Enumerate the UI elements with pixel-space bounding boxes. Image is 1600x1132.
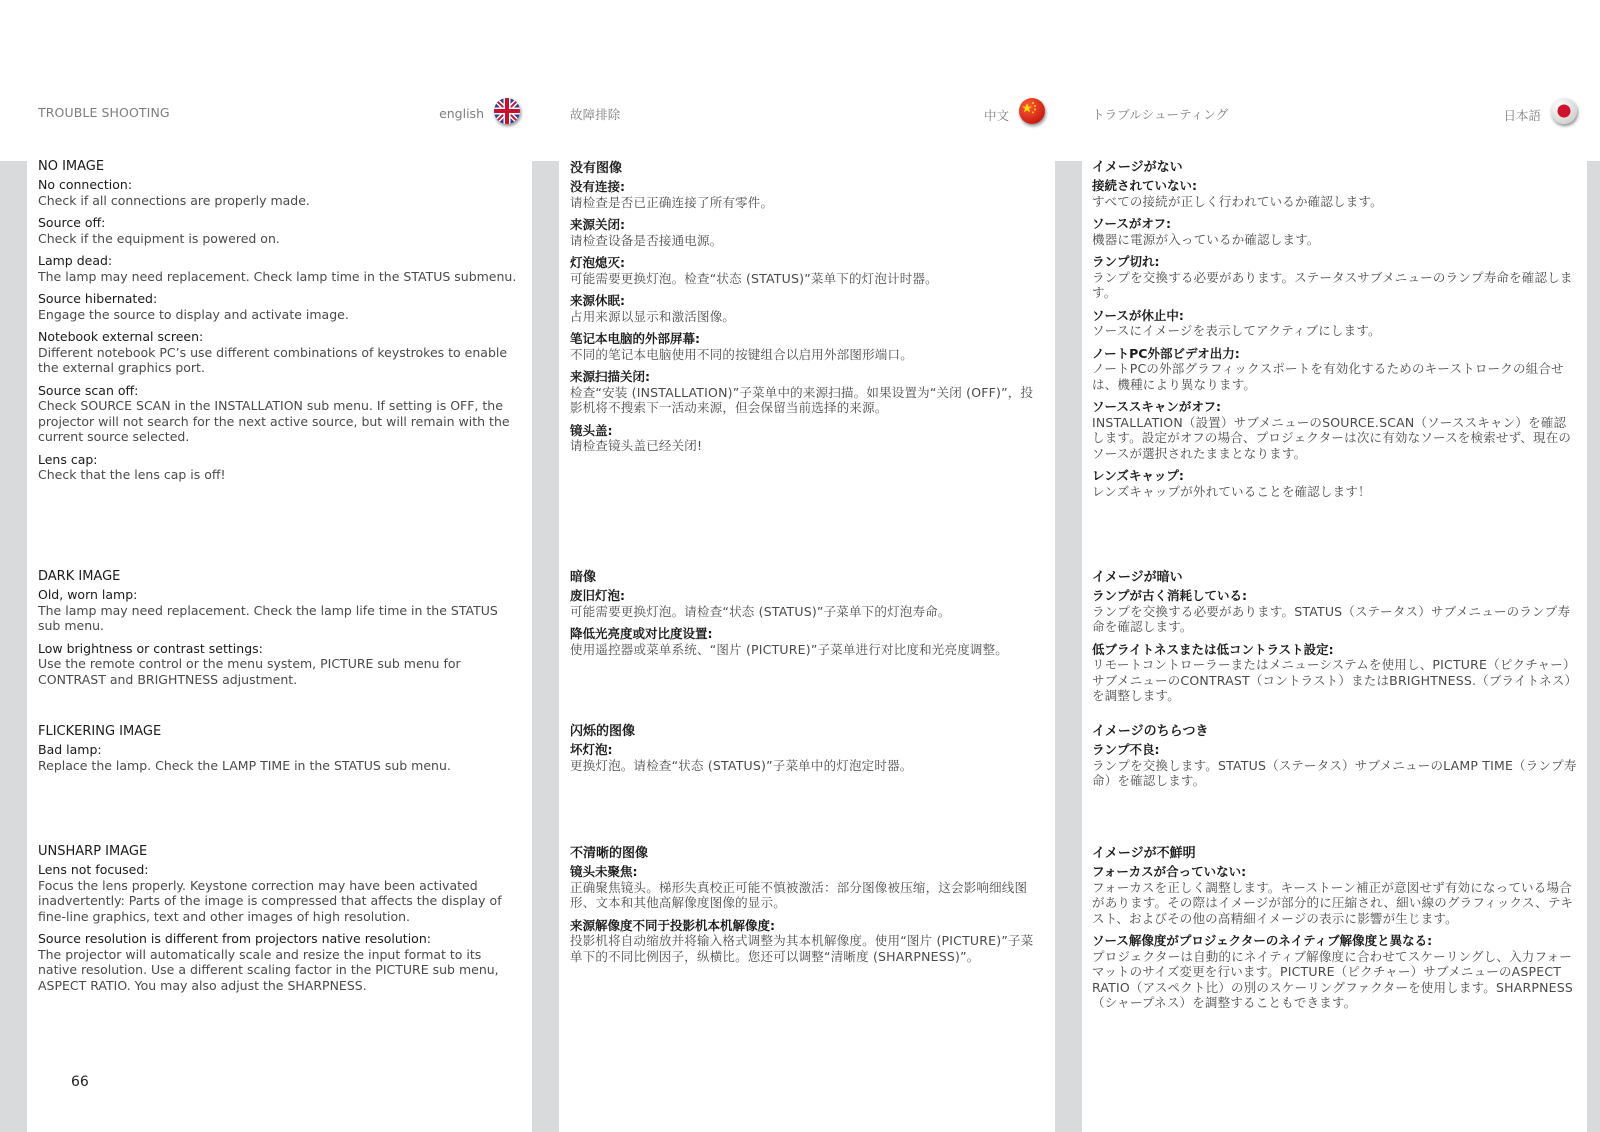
item-heading: No connection: <box>38 177 133 192</box>
item-text: Use the remote control or the menu system, PICTURE sub menu for CONTRAST and BRIGHTNESS adjustment. <box>38 656 461 687</box>
language-label: 中文 <box>983 108 1009 123</box>
item-heading: Source scan off: <box>38 382 139 398</box>
header-title: トラブルシューティング <box>1092 107 1229 122</box>
header-title: TROUBLE SHOOTING <box>38 105 170 120</box>
uk-flag-icon <box>494 98 520 124</box>
item-text: Check if all connections are properly made. <box>38 192 310 208</box>
list-item <box>38 452 520 483</box>
item-heading: 灯泡熄灭: <box>570 255 625 270</box>
item-text: 投影机将自动缩放并将输入格式调整为其本机解像度。使用“图片 (PICTURE)”子菜单下的不同比例因子，纵横比。您还可以调整“清晰度 (SHARPNESS)”。 <box>570 933 1034 964</box>
gutter-strip <box>0 161 27 1132</box>
japan-flag-icon <box>1551 98 1577 124</box>
section-title: NO IMAGE <box>38 159 105 174</box>
section-dark-image <box>1092 569 1577 711</box>
item-heading: ランプ不良: <box>1092 742 1160 757</box>
item-heading: 笔记本电脑的外部屏幕: <box>570 331 700 346</box>
section-title: イメージがない <box>1092 160 1183 175</box>
item-heading: 降低光亮度或对比度设置: <box>570 626 713 641</box>
item-heading: 坏灯泡: <box>570 742 613 757</box>
column-japanese <box>1092 0 1577 1132</box>
item-heading: ノートPC外部ビデオ出力: <box>1092 345 1240 361</box>
item-text: リモートコントローラーまたはメニューシステムを使用し、PICTURE（ピクチャー）サブメニューのCONTRAST（コントラスト）またはBRIGHTNESS.（ブライトネス）を調整します。 <box>1092 657 1576 703</box>
section-unsharp-image <box>1092 845 1577 1018</box>
language-label: 日本語 <box>1503 108 1541 123</box>
list-item <box>1092 346 1577 393</box>
item-text: ランプを交換する必要があります。ステータスサブメニューのランプ寿命を確認します。 <box>1092 269 1573 300</box>
item-text: ノートPCの外部グラフィックスポートを有効化するためのキーストロークの組合せは、機種により異なります。 <box>1092 361 1564 392</box>
item-heading: 来源休眠: <box>570 293 625 308</box>
item-heading: Source off: <box>38 215 106 230</box>
section-title: 暗像 <box>570 570 597 585</box>
section-flickering-image <box>570 723 1045 780</box>
item-text: 可能需要更换灯泡。请检查“状态 (STATUS)”子菜单下的灯泡寿命。 <box>570 603 951 619</box>
item-text: ソースにイメージを表示してアクティブにします。 <box>1092 323 1381 338</box>
section-title: DARK IMAGE <box>38 569 121 584</box>
item-text: The lamp may need replacement. Check the lamp life time in the STATUS sub menu. <box>38 602 498 633</box>
item-heading: Bad lamp: <box>38 742 102 757</box>
section-title: 没有图像 <box>570 161 623 176</box>
list-item <box>570 864 1045 911</box>
item-text: 请检查设备是否接通电源。 <box>570 232 723 248</box>
item-text: ランプを交換する必要があります。STATUS（ステータス）サブメニューのランプ寿命を確認します。 <box>1092 603 1571 634</box>
list-item <box>1092 933 1577 1011</box>
list-item <box>1092 468 1577 499</box>
list-item <box>570 742 1045 773</box>
gutter-strip <box>1587 161 1600 1132</box>
item-heading: Notebook external screen: <box>38 329 204 344</box>
list-item <box>1092 864 1577 926</box>
item-heading: Lens not focused: <box>38 862 149 877</box>
list-item <box>38 862 520 924</box>
list-item <box>570 331 1045 362</box>
list-item <box>38 383 520 445</box>
item-heading: 来源解像度不同于投影机本机解像度: <box>570 917 775 933</box>
list-item <box>38 291 520 322</box>
item-text: 占用来源以显示和激活图像。 <box>570 308 736 324</box>
item-heading: 镜头未聚焦: <box>570 864 638 879</box>
item-heading: ランプが古く消耗している: <box>1092 588 1247 603</box>
section-no-image <box>38 158 520 490</box>
item-text: The projector will automatically scale and resize the input format to its native resolution. Use a different scaling factor in the PICTURE sub menu, ASPECT RATIO. You may also adjust the SHARPNESS. <box>38 946 499 993</box>
gutter-strip <box>1055 161 1082 1132</box>
item-heading: 接続されていない: <box>1092 178 1197 193</box>
list-item <box>38 641 520 688</box>
column-chinese <box>570 0 1045 1132</box>
list-item <box>1092 216 1577 247</box>
list-item <box>570 179 1045 210</box>
item-text: 可能需要更换灯泡。检查“状态 (STATUS)”菜单下的灯泡计时器。 <box>570 270 938 286</box>
section-unsharp-image <box>38 843 520 1000</box>
gutter-strip <box>532 161 559 1132</box>
item-heading: Source hibernated: <box>38 291 158 306</box>
item-heading: 没有连接: <box>570 179 625 194</box>
item-heading: レンズキャップ: <box>1092 468 1184 483</box>
item-text: 使用遥控器或菜单系统、“图片 (PICTURE)”子菜单进行对比度和光亮度调整。 <box>570 641 1008 657</box>
item-heading: フォーカスが合っていない: <box>1092 864 1247 879</box>
list-item <box>1092 642 1577 704</box>
list-item <box>1092 308 1577 339</box>
item-heading: 镜头盖: <box>570 422 613 438</box>
list-item <box>570 293 1045 324</box>
list-item <box>570 217 1045 248</box>
list-item <box>570 423 1045 454</box>
item-heading: ソースがオフ: <box>1092 216 1171 231</box>
item-heading: 低ブライトネスまたは低コントラスト設定: <box>1092 641 1334 657</box>
item-text: 请检查是否已正确连接了所有零件。 <box>570 194 774 210</box>
item-text: 更换灯泡。请检查“状态 (STATUS)”子菜单中的灯泡定时器。 <box>570 757 913 773</box>
item-heading: 来源关闭: <box>570 217 625 232</box>
list-item <box>1092 254 1577 301</box>
item-text: すべての接続が正しく行われているか確認します。 <box>1092 193 1383 209</box>
list-item <box>1092 588 1577 635</box>
item-text: Engage the source to display and activate image. <box>38 306 349 322</box>
section-title: UNSHARP IMAGE <box>38 844 148 859</box>
list-item <box>570 918 1045 965</box>
section-dark-image <box>570 569 1045 664</box>
section-no-image <box>1092 159 1577 506</box>
item-text: Replace the lamp. Check the LAMP TIME in the STATUS sub menu. <box>38 757 451 773</box>
item-text: 不同的笔记本电脑使用不同的按键组合以启用外部图形端口。 <box>570 346 913 362</box>
item-heading: 来源扫描关闭: <box>570 369 650 384</box>
list-item <box>1092 742 1577 789</box>
china-flag-icon <box>1019 98 1045 124</box>
item-heading: ソース解像度がプロジェクターのネイティブ解像度と異なる: <box>1092 933 1433 948</box>
section-title: 闪烁的图像 <box>570 724 636 739</box>
item-text: Check SOURCE SCAN in the INSTALLATION sub menu. If setting is OFF, the projector will not search for the next active source, but will remain with the current source selected. <box>38 398 510 444</box>
item-text: Check that the lens cap is off! <box>38 467 226 482</box>
list-item <box>570 626 1045 657</box>
item-heading: ランプ切れ: <box>1092 254 1160 269</box>
item-text: 正确聚焦镜头。梯形失真校正可能不慎被激活：部分图像被压缩，这会影响细线图形、文本和其他高解像度图像的显示。 <box>570 879 1028 910</box>
list-item <box>38 329 520 376</box>
section-no-image <box>570 160 1045 461</box>
section-flickering-image <box>38 723 520 780</box>
section-title: FLICKERING IMAGE <box>38 724 162 739</box>
item-text: Different notebook PC’s use different combinations of keystrokes to enable the external graphics port. <box>38 344 508 375</box>
item-text: レンズキャップが外れていることを確認します！ <box>1092 483 1371 499</box>
language-label: english <box>439 106 484 121</box>
list-item <box>38 931 520 993</box>
header-title: 故障排除 <box>570 107 621 122</box>
item-heading: ソースが休止中: <box>1092 307 1184 323</box>
list-item <box>570 255 1045 286</box>
section-unsharp-image <box>570 845 1045 971</box>
section-title: 不清晰的图像 <box>570 846 649 861</box>
item-text: 检查“安装 (INSTALLATION)”子菜单中的来源扫描。如果设置为“关闭 (OFF)”，投影机将不搜索下一活动来源，但会保留当前选择的来源。 <box>570 384 1034 415</box>
section-title: イメージが暗い <box>1092 570 1183 585</box>
item-text: INSTALLATION（設置）サブメニューのSOURCE.SCAN（ソーススキャン）を確認します。設定がオフの場合、プロジェクターは次に有効なソースを検索せず、現在のソースが選択されたままとなります。 <box>1092 414 1572 461</box>
section-title: イメージが不鮮明 <box>1092 846 1196 861</box>
column-english <box>38 0 520 1132</box>
item-heading: Source resolution is different from projectors native resolution: <box>38 931 431 946</box>
item-heading: Lens cap: <box>38 451 98 467</box>
item-text: フォーカスを正しく調整します。キーストーン補正が意図せず有効になっている場合があります。その際はイメージが部分的に圧縮され、細い線のグラフィックス、テキスト、およびその他の高精細イメージの表示に影響が生じます。 <box>1092 879 1574 926</box>
item-heading: 废旧灯泡: <box>570 588 625 603</box>
list-item <box>1092 178 1577 209</box>
item-text: ランプを交換します。STATUS（ステータス）サブメニューのLAMP TIME（ランプ寿命）を確認します。 <box>1092 757 1577 788</box>
section-title: イメージのちらつき <box>1092 724 1209 739</box>
list-item <box>38 742 520 773</box>
item-text: Focus the lens properly. Keystone correction may have been activated inadvertently: Parts of the image is compressed that affects the display of fine-line graphics, text and other images of high resolution. <box>38 877 502 924</box>
list-item <box>570 369 1045 416</box>
list-item <box>1092 399 1577 461</box>
section-dark-image <box>38 568 520 694</box>
item-heading: Lamp dead: <box>38 253 113 268</box>
list-item <box>38 253 520 284</box>
list-item <box>38 587 520 634</box>
item-text: プロジェクターは自動的にネイティブ解像度に合わせてスケーリングし、入力フォーマットのサイズ変更を行います。PICTURE（ピクチャー）サブメニューのASPECT RATIO（アスペクト比）の別のスケーリングファクターを使用します。SHARPNESS（シャープネス）を調整することもできます。 <box>1092 948 1573 1010</box>
item-text: Check if the equipment is powered on. <box>38 230 280 246</box>
list-item <box>38 215 520 246</box>
item-text: 请检查镜头盖已经关闭! <box>570 438 703 453</box>
item-text: 機器に電源が入っているか確認します。 <box>1092 231 1320 247</box>
item-text: The lamp may need replacement. Check lamp time in the STATUS submenu. <box>38 268 517 284</box>
list-item <box>570 588 1045 619</box>
item-heading: ソーススキャンがオフ: <box>1092 399 1221 414</box>
section-flickering-image <box>1092 723 1577 796</box>
item-heading: Low brightness or contrast settings: <box>38 640 263 656</box>
list-item <box>38 177 520 208</box>
page-number: 66 <box>71 1074 89 1090</box>
item-heading: Old, worn lamp: <box>38 587 138 602</box>
